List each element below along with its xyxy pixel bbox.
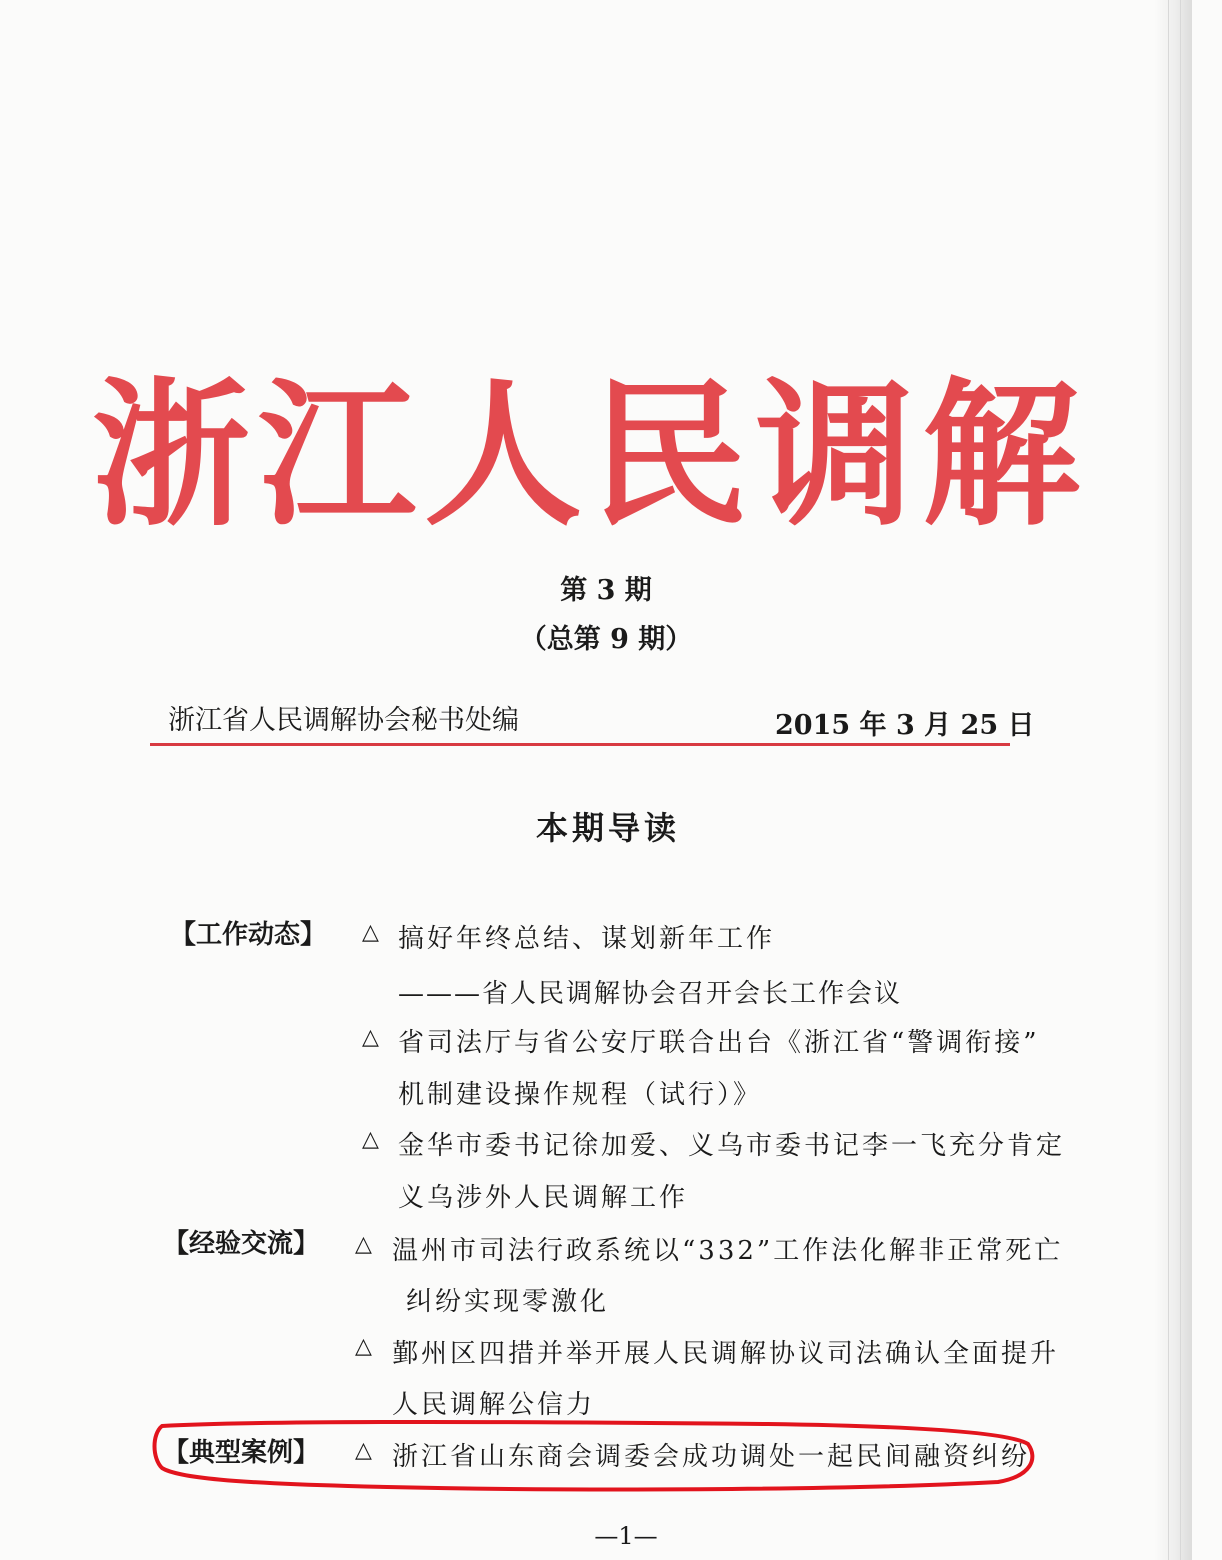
toc-line: 义乌涉外人民调解工作 [398, 1183, 689, 1213]
toc-line: 人民调解公信力 [392, 1390, 596, 1420]
toc-line: 省司法厅与省公安厅联合出台《浙江省“警调衔接” [398, 1028, 1040, 1058]
toc-line: 浙江省山东商会调委会成功调处一起民间融资纠纷 [392, 1442, 1031, 1472]
toc-line: 搞好年终总结、谋划新年工作 [398, 924, 776, 954]
toc-line: ———省人民调解协会召开会长工作会议 [398, 979, 903, 1009]
masthead-text: 浙江人民调解 [92, 363, 1088, 548]
bullet-icon: △ [355, 1232, 372, 1257]
bullet-icon: △ [355, 1438, 372, 1463]
header-rule [150, 743, 1010, 746]
toc-line: 金华市委书记徐加爱、义乌市委书记李一飞充分肯定 [398, 1131, 1066, 1161]
bullet-icon: △ [362, 1127, 379, 1152]
editor-line: 浙江省人民调解协会秘书处编 [168, 705, 519, 736]
toc-line: 温州市司法行政系统以“332”工作法化解非正常死亡 [392, 1236, 1064, 1266]
bullet-icon: △ [355, 1334, 372, 1359]
toc-line: 纠纷实现零激化 [406, 1287, 610, 1317]
toc-line: 机制建设操作规程（试行）》 [398, 1080, 763, 1110]
page-number: —1— [594, 1522, 658, 1550]
section-label-work-news: 【工作动态】 [170, 920, 327, 950]
issue-total: （总第 9 期） [519, 624, 693, 655]
bullet-icon: △ [362, 920, 379, 945]
issue-number: 第 3 期 [560, 575, 652, 606]
bullet-icon: △ [362, 1025, 379, 1050]
page-edge-line [1180, 0, 1181, 1560]
guide-title: 本期导读 [535, 809, 680, 847]
masthead-title [92, 345, 1088, 548]
section-label-typical-cases: 【典型案例】 [163, 1438, 320, 1468]
section-label-experience: 【经验交流】 [163, 1229, 320, 1259]
publish-date: 2015 年 3 月 25 日 [775, 710, 1035, 741]
toc-line: 鄞州区四措并举开展人民调解协议司法确认全面提升 [392, 1339, 1060, 1369]
page-edge-shadow [1154, 0, 1192, 1560]
page-edge-line [1168, 0, 1169, 1560]
